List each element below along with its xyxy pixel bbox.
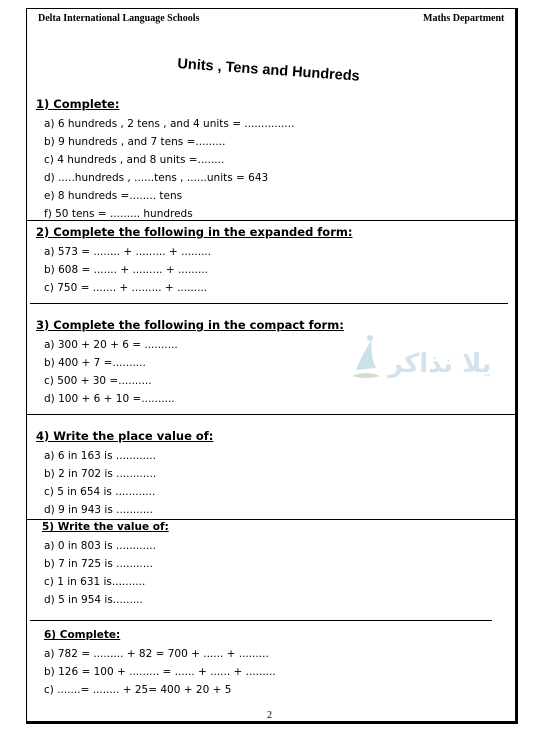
watermark-logo	[350, 330, 492, 390]
section-1-item-a: a) 6 hundreds , 2 tens , and 4 units = ...............	[44, 118, 295, 130]
divider-3	[26, 414, 518, 415]
worksheet-title: Units , Tens and Hundreds	[176, 56, 361, 85]
divider-2	[30, 303, 508, 304]
school-name: Delta International Language Schools	[38, 13, 200, 24]
section-1-item-f: f) 50 tens = ......... hundreds	[44, 208, 193, 220]
section-5-item-c: c) 1 in 631 is..........	[44, 576, 146, 588]
section-1-item-d: d) .....hundreds , ......tens , ......units = 643	[44, 172, 269, 184]
section-2-item-c: c) 750 = ....... + ......... + .........	[44, 282, 208, 294]
section-3-heading: 3) Complete the following in the compact form:	[36, 318, 344, 332]
section-4-item-c: c) 5 in 654 is ............	[44, 486, 156, 498]
section-6-item-a: a) 782 = ......... + 82 = 700 + ...... + .........	[44, 648, 269, 660]
section-5-item-d: d) 5 in 954 is.........	[44, 594, 143, 606]
section-6-item-c: c) .......= ........ + 25= 400 + 20 + 5	[44, 684, 232, 696]
watermark-text: يلا نذاكر	[388, 349, 492, 379]
section-2-heading: 2) Complete the following in the expanded form:	[36, 225, 353, 239]
section-5-heading: 5) Write the value of:	[42, 521, 169, 533]
section-5-item-b: b) 7 in 725 is ...........	[44, 558, 153, 570]
section-3-item-a: a) 300 + 20 + 6 = ..........	[44, 339, 178, 351]
section-1-heading: 1) Complete:	[36, 97, 120, 111]
department-name: Maths Department	[423, 13, 505, 24]
section-4-item-a: a) 6 in 163 is ............	[44, 450, 156, 462]
section-1-item-b: b) 9 hundreds , and 7 tens =.........	[44, 136, 226, 148]
section-5-item-a: a) 0 in 803 is ............	[44, 540, 156, 552]
section-3-item-c: c) 500 + 30 =..........	[44, 375, 152, 387]
divider-5	[30, 620, 492, 621]
section-6-heading: 6) Complete:	[44, 629, 121, 641]
section-1-item-e: e) 8 hundreds =........ tens	[44, 190, 183, 202]
divider-1	[26, 220, 518, 221]
section-4-heading: 4) Write the place value of:	[36, 429, 214, 443]
section-2-item-a: a) 573 = ........ + ......... + .........	[44, 246, 212, 258]
page-number: 2	[267, 710, 272, 721]
section-3-item-b: b) 400 + 7 =..........	[44, 357, 146, 369]
section-2-item-b: b) 608 = ....... + ......... + .........	[44, 264, 209, 276]
section-6-item-b: b) 126 = 100 + ......... = ...... + ...... + .........	[44, 666, 276, 678]
section-4-item-d: d) 9 in 943 is ...........	[44, 504, 153, 516]
divider-4	[26, 519, 518, 520]
section-3-item-d: d) 100 + 6 + 10 =..........	[44, 393, 175, 405]
section-1-item-c: c) 4 hundreds , and 8 units =........	[44, 154, 225, 166]
section-4-item-b: b) 2 in 702 is ............	[44, 468, 157, 480]
